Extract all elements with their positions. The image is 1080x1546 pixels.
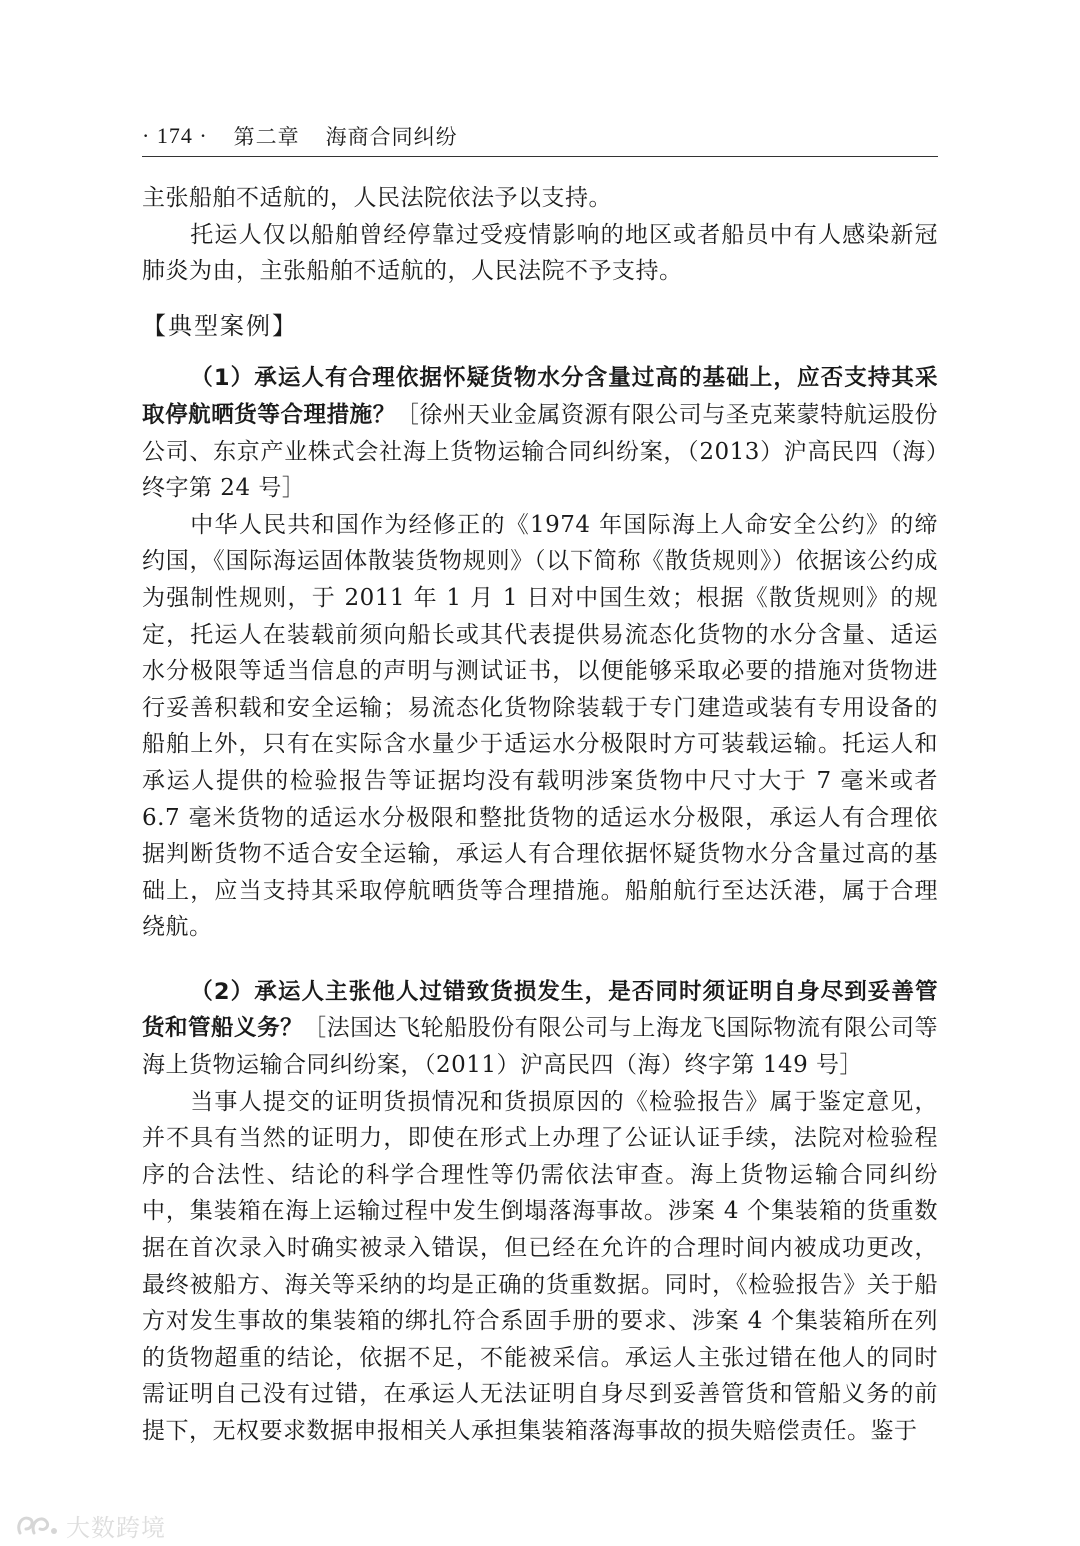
page-body	[142, 180, 938, 1450]
case-1-heading	[142, 360, 938, 506]
chapter-title: 海商合同纠纷	[325, 125, 458, 149]
case-2-title: （2）承运人主张他人过错致货损发生，是否同时须证明自身尽到妥善管货和管船义务？	[142, 978, 938, 1042]
chapter-label: 第二章	[233, 125, 300, 149]
case-2-body: 当事人提交的证明货损情况和货损原因的《检验报告》属于鉴定意见，并不具有当然的证明力，即使在形式上办理了公证认证手续，法院对检验程序的合法性、结论的科学合理性等仍需依法审查。海上货物运输合同纠纷中，集装箱在海上运输过程中发生倒塌落海事故。涉案 4 个集装箱的货重数据在首次录入时确实被录入错误，但已经在允许的合理时间内被成功更改，最终被船方、海关等采纳的均是正确的货重数据。同时，《检验报告》关于船方对发生事故的集装箱的绑扎符合系固手册的要求、涉案 4 个集装箱所在列的货物超重的结论，依据不足，不能被采信。承运人主张过错在他人的同时需证明自己没有过错，在承运人无法证明自身尽到妥善管货和管船义务的前提下，无权要求数据申报相关人承担集装箱落海事故的损失赔偿责任。鉴于	[142, 1088, 938, 1444]
paragraph-continued: 主张船舶不适航的，人民法院依法予以支持。	[142, 185, 612, 211]
case-2-heading	[142, 974, 938, 1084]
running-header	[142, 118, 938, 154]
watermark-logo-icon	[14, 1511, 60, 1541]
case-1-title: （1）承运人有合理依据怀疑货物水分含量过高的基础上，应否支持其采取停航晒货等合理措施？	[142, 365, 938, 428]
watermark-text: 大数跨境	[66, 1514, 166, 1542]
section-heading: 【典型案例】	[142, 311, 298, 340]
case-1-body: 中华人民共和国作为经修正的《1974 年国际海上人命安全公约》的缔约国，《国际海运固体散装货物规则》（以下简称《散货规则》）依据该公约成为强制性规则，于 2011 年 1 月 1 日对中国生效；根据《散货规则》的规定，托运人在装载前须向船长或其代表提供易流态化货物的水分含量、适运水分极限等适当信息的声明与测试证书，以便能够采取必要的措施对货物进行妥善积载和安全运输；易流态化货物除装载于专门建造或装有专用设备的船舶上外，只有在实际含水量少于适运水分极限时方可装载运输。托运人和承运人提供的检验报告等证据均没有载明涉案货物中尺寸大于 7 毫米或者 6.7 毫米货物的适运水分极限和整批货物的适运水分极限，承运人有合理依据判断货物不适合安全运输，承运人有合理依据怀疑货物水分含量过高的基础上，应当支持其采取停航晒货等合理措施。船舶航行至达沃港，属于合理绕航。	[142, 511, 938, 941]
header-rule	[142, 156, 938, 157]
paragraph: 托运人仅以船舶曾经停靠过受疫情影响的地区或者船员中有人感染新冠肺炎为由，主张船舶不适航的，人民法院不予支持。	[142, 221, 938, 285]
watermark	[14, 1508, 166, 1543]
case-2-citation: ［法国达飞轮船股份有限公司与上海龙飞国际物流有限公司等海上货物运输合同纠纷案，（2011）沪高民四（海）终字第 149 号］	[142, 1015, 938, 1079]
case-spacer	[142, 946, 938, 974]
case-1-citation: ［徐州天业金属资源有限公司与圣克莱蒙特航运股份公司、东京产业株式会社海上货物运输合同纠纷案，（2013）沪高民四（海）终字第 24 号］	[142, 401, 939, 502]
page-number: · 174 ·	[142, 123, 208, 148]
